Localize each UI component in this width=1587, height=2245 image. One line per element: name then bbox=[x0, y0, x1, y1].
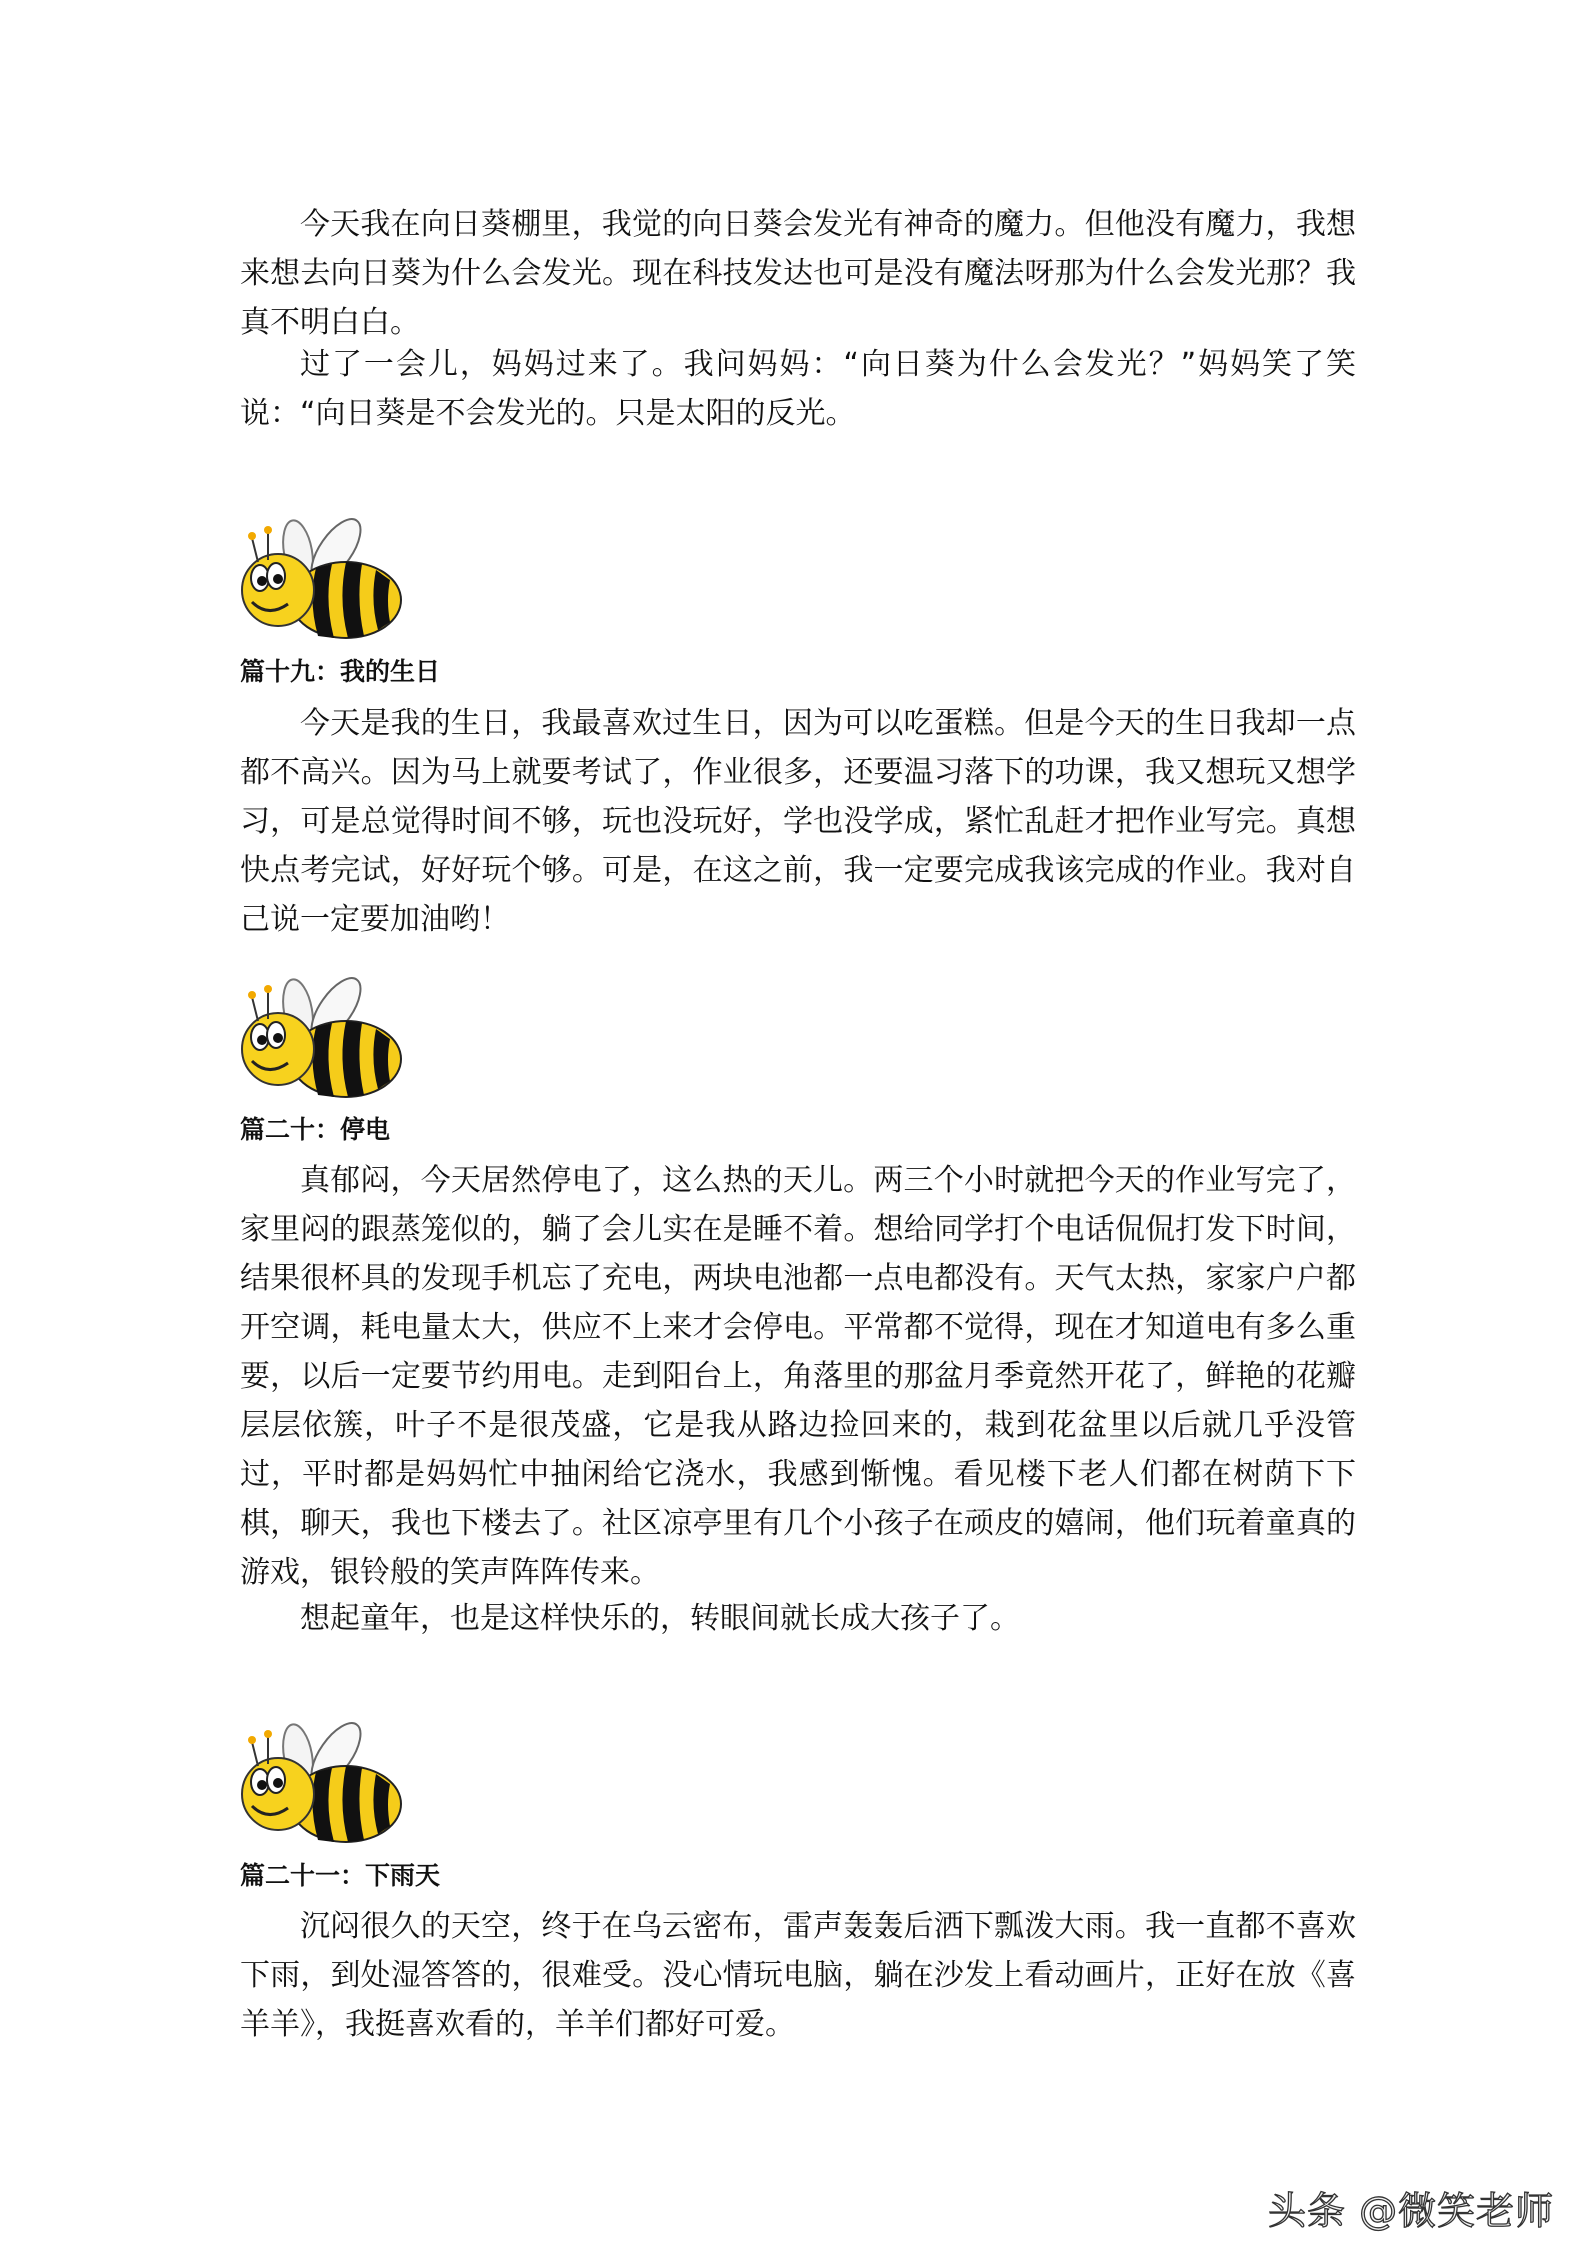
bee-icon bbox=[238, 977, 406, 1099]
paragraph: 今天是我的生日，我最喜欢过生日，因为可以吃蛋糕。但是今天的生日我却一点都不高兴。因为马上就要考试了，作业很多，还要温习落下的功课，我又想玩又想学习，可是总觉得时间不够，玩也没玩好，学也没学成，紧忙乱赶才把作业写完。真想快点考完试，好好玩个够。可是，在这之前，我一定要完成我该完成的作业。我对自己说一定要加油哟！ bbox=[240, 706, 1356, 937]
section-title: 篇二十一：下雨天 bbox=[240, 1861, 441, 1890]
watermark: 头条 @微笑老师 bbox=[1268, 2189, 1555, 2233]
section-title: 篇二十：停电 bbox=[240, 1115, 391, 1144]
bee-icon bbox=[238, 518, 406, 640]
paragraph: 真郁闷，今天居然停电了，这么热的天儿。两三个小时就把今天的作业写完了，家里闷的跟蒸笼似的，躺了会儿实在是睡不着。想给同学打个电话侃侃打发下时间，结果很杯具的发现手机忘了充电，两块电池都一点电都没有。天气太热，家家户户都开空调，耗电量太大，供应不上来才会停电。平常都不觉得，现在才知道电有多么重要，以后一定要节约用电。走到阳台上，角落里的那盆月季竟然开花了，鲜艳的花瓣层层依簇，叶子不是很茂盛，它是我从路边捡回来的，栽到花盆里以后就几乎没管过，平时都是妈妈忙中抽闲给它浇水，我感到惭愧。看见楼下老人们都在树荫下下棋，聊天，我也下楼去了。社区凉亭里有几个小孩子在顽皮的嬉闹，他们玩着童真的游戏，银铃般的笑声阵阵传来。 bbox=[240, 1163, 1356, 1590]
bee-icon bbox=[238, 1722, 406, 1844]
paragraph: 过了一会儿，妈妈过来了。我问妈妈：“向日葵为什么会发光？”妈妈笑了笑说：“向日葵是不会发光的。只是太阳的反光。 bbox=[240, 347, 1356, 431]
section-title: 篇十九：我的生日 bbox=[240, 657, 441, 686]
paragraph: 想起童年，也是这样快乐的，转眼间就长成大孩子了。 bbox=[300, 1601, 1020, 1636]
paragraph: 沉闷很久的天空，终于在乌云密布，雷声轰轰后洒下瓢泼大雨。我一直都不喜欢下雨，到处湿答答的，很难受。没心情玩电脑，躺在沙发上看动画片，正好在放《喜羊羊》，我挺喜欢看的，羊羊们都好可爱。 bbox=[240, 1909, 1356, 2042]
paragraph: 今天我在向日葵棚里，我觉的向日葵会发光有神奇的魔力。但他没有魔力，我想来想去向日葵为什么会发光。现在科技发达也可是没有魔法呀那为什么会发光那？我真不明白白。 bbox=[240, 207, 1356, 340]
